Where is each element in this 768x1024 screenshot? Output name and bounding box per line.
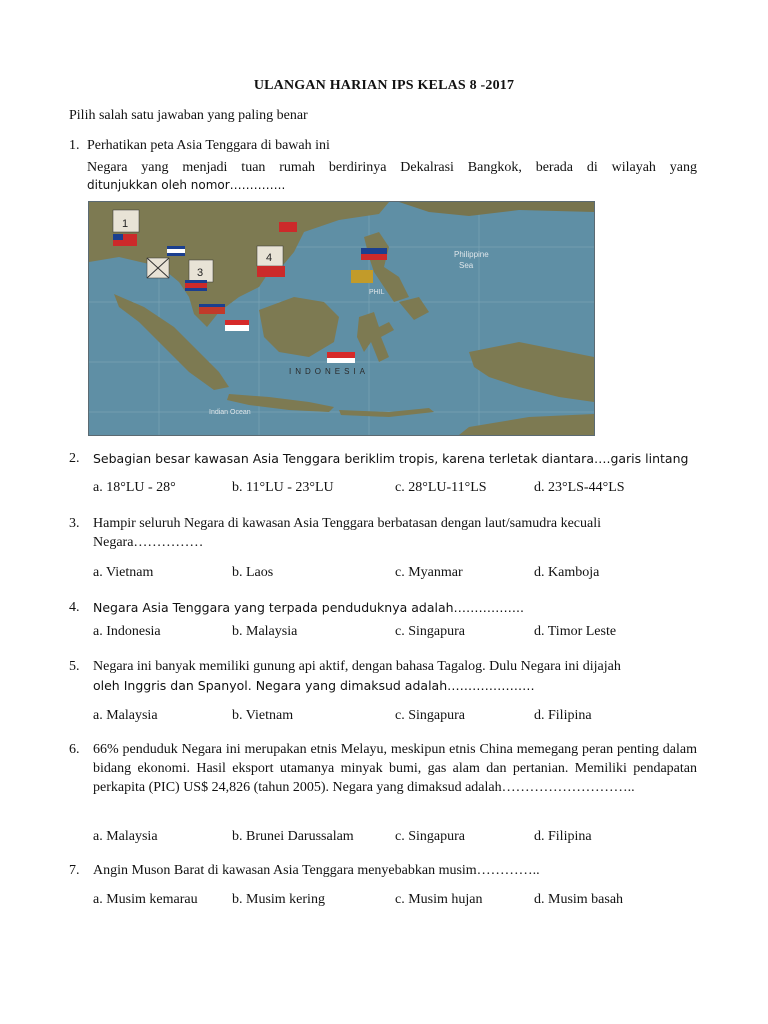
option-a[interactable]: a. Musim kemarau <box>93 892 198 907</box>
option-b[interactable]: b. Musim kering <box>232 892 325 907</box>
option-c[interactable]: c. Myanmar <box>395 565 463 580</box>
svg-text:3: 3 <box>197 267 204 279</box>
option-b[interactable]: b. Vietnam <box>232 708 294 723</box>
question-stem-cont: ditunjukkan oleh nomor………….. <box>87 178 286 192</box>
southeast-asia-map <box>88 201 595 436</box>
option-c[interactable]: c. 28°LU-11°LS <box>395 480 487 495</box>
question-text-cont: oleh Inggris dan Spanyol. Negara yang dimaksud adalah………………… <box>93 678 535 693</box>
option-a[interactable]: a. 18°LU - 28° <box>93 480 176 495</box>
option-d[interactable]: d. Kamboja <box>534 565 600 580</box>
question-text-cont: Negara…………… <box>93 535 204 550</box>
map-label-philippine-sea: Philippine <box>454 250 489 259</box>
option-a[interactable]: a. Vietnam <box>93 565 154 580</box>
question-intro: Perhatikan peta Asia Tenggara di bawah ini <box>87 138 330 153</box>
question-number: 2. <box>69 451 80 466</box>
option-d[interactable]: d. Filipina <box>534 829 592 844</box>
question-number: 7. <box>69 863 80 878</box>
svg-text:INDONESIA: INDONESIA <box>289 367 370 376</box>
question-1 <box>69 138 697 192</box>
question-number: 4. <box>69 600 80 615</box>
option-d[interactable]: d. 23°LS-44°LS <box>534 480 625 495</box>
option-b[interactable]: b. Malaysia <box>232 624 298 639</box>
question-number: 5. <box>69 659 80 674</box>
question-stem: Negara yang menjadi tuan rumah berdirinya Dekalrasi Bangkok, berada di wilayah yang <box>87 160 697 175</box>
option-c[interactable]: c. Singapura <box>395 708 465 723</box>
question-number: 6. <box>69 742 80 757</box>
svg-text:Indian Ocean: Indian Ocean <box>209 409 251 416</box>
map-image <box>89 202 594 435</box>
option-a[interactable]: a. Malaysia <box>93 829 158 844</box>
option-b[interactable]: b. Brunei Darussalam <box>232 829 354 844</box>
question-number: 1. <box>69 138 80 153</box>
svg-text:PHIL: PHIL <box>369 289 385 296</box>
option-c[interactable]: c. Singapura <box>395 624 465 639</box>
option-d[interactable]: d. Filipina <box>534 708 592 723</box>
option-c[interactable]: c. Singapura <box>395 829 465 844</box>
option-a[interactable]: a. Malaysia <box>93 708 158 723</box>
question-text: Angin Muson Barat di kawasan Asia Tenggara menyebabkan musim………….. <box>93 863 540 878</box>
question-text: Hampir seluruh Negara di kawasan Asia Tenggara berbatasan dengan laut/samudra kecuali <box>93 516 602 531</box>
option-b[interactable]: b. Laos <box>232 565 274 580</box>
instruction-text: Pilih salah satu jawaban yang paling benar <box>69 108 308 123</box>
svg-text:Sea: Sea <box>459 261 474 270</box>
exam-title: ULANGAN HARIAN IPS KELAS 8 -2017 <box>253 78 515 93</box>
option-d[interactable]: d. Musim basah <box>534 892 624 907</box>
svg-text:1: 1 <box>122 218 129 230</box>
option-b[interactable]: b. 11°LU - 23°LU <box>232 480 334 495</box>
option-c[interactable]: c. Musim hujan <box>395 892 483 907</box>
question-text: 66% penduduk Negara ini merupakan etnis Melayu, meskipun etnis China memegang peran penting dalam bidang ekonomi. Hasil eksport utamanya minyak bumi, gas alam dan pertanian. Memiliki pendapatan perkapita (PIC) US$ 24,826 (tahun 2005). Negara yang dimaksud adalah……………………….. <box>93 742 697 795</box>
question-text: Sebagian besar kawasan Asia Tenggara beriklim tropis, karena terletak diantara….garis lintang <box>93 451 689 466</box>
question-number: 3. <box>69 516 80 531</box>
question-text: Negara ini banyak memiliki gunung api aktif, dengan bahasa Tagalog. Dulu Negara ini dijajah <box>93 659 621 674</box>
question-text: Negara Asia Tenggara yang terpada penduduknya adalah…………….. <box>93 600 524 615</box>
option-d[interactable]: d. Timor Leste <box>534 624 617 639</box>
svg-text:4: 4 <box>266 252 273 264</box>
option-a[interactable]: a. Indonesia <box>93 624 161 639</box>
